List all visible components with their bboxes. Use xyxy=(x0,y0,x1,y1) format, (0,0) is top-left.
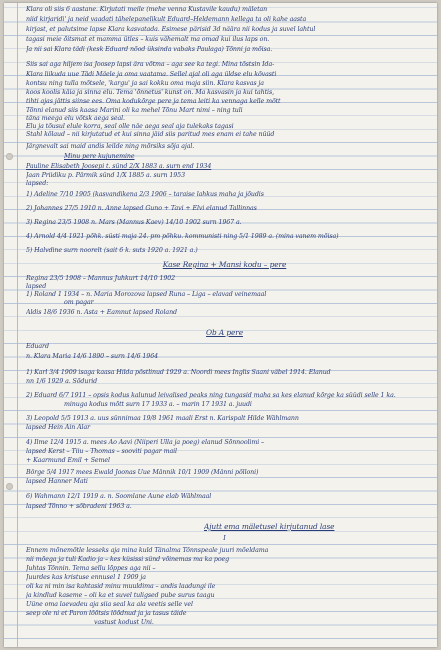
text-line: ja kindlud kaseme – oli ka et suvel tuligsed pube surus taagu xyxy=(26,592,215,599)
text-line: + Kaarmund Emil + Semel xyxy=(26,457,110,464)
text-line: lapsed xyxy=(26,283,47,290)
text-line: 1) Adeline 7/10 1905 (kasvandikena 2/3 1906 – taraise lahkus maha ja jõudis xyxy=(26,191,264,198)
text-line: kontsu ning tulla mõtsele, 'kargu' ja sai kokku oma maja siin. Klara kasvas ja xyxy=(26,80,264,87)
text-line: Järgnevalt sai maid andis leilde ning mõrsiks sõja ajal. xyxy=(26,143,195,150)
section-heading: Minu pere kujunemine xyxy=(64,153,135,160)
text-line: vastust kodust Uni. xyxy=(94,619,154,626)
text-line: minuga kodus mõtt surn 17 1933 a. – marin 17 1931 a. juudi xyxy=(64,401,252,408)
text-line: Ja nii sai Klara tädi (kesk Eduard nõod üksinda vabaks Paulaga) Tõnni ja mõisa. xyxy=(26,46,273,53)
text-line: lapsed Kerst – Tiiu – Thomas – sooviti pagar mail xyxy=(26,448,177,455)
text-line: Stahl kõlaud – nii kirjutatud et kui sinna jäid siis paritud mes enam ei tahe nüüd xyxy=(26,131,275,138)
text-line: 5) Halvdine surn noorelt (sait 6 k. suts 1920 a. 1921 a.) xyxy=(26,247,198,254)
text-line: niid kirjaridi' ja neid vaadati tähelepanelikult Eduard–Heldemann kellega ta oli kahe aasta xyxy=(26,16,307,23)
text-line: täna meega elu võtsk aega seal. xyxy=(26,115,125,122)
text-line: seep ole ni et Paron lõõtsis lõõdnud ja ja tasus täide xyxy=(26,610,187,617)
text-line: Jaan Priidiku p. Pärmik sünd 1/X 1885 a. surn 1953 xyxy=(26,172,185,179)
text-line: Juurdes kas kristuse ennusel 1 1909 ja xyxy=(26,574,146,581)
text-line: tihti ajas jättis siinse ees. Oma kodukõrge pere ja tema leiti ka vennaga kelle mõtt xyxy=(26,98,281,105)
text-line: 2) Johannes 27/5 1910 n. Anne lapsed Guno + Tavi + Elvi elanud Tallinnas xyxy=(26,205,257,212)
text-line: 3) Regina 23/5 1908 n. Mars (Mannus Kaev) 14/10 1902 surn 1967 a. xyxy=(26,219,242,226)
text-line: Klara liikuda uue Tädi Mäele ja oma vaatama. Sellel ajal oli aga üldse elu kõvasti xyxy=(26,71,277,78)
text-line: koos koolis käia ja sinna elu. Tema 'õnnetus' kunst on. Ma kasvasin ja kui tahtis, xyxy=(26,89,274,96)
punch-hole xyxy=(6,483,13,490)
text-line: Aldis 18/6 1936 n. Asta + Eamnut lapsed Roland xyxy=(26,309,177,316)
text-line: nii mõega ja tuli Kadio ja – kes küsissi sünd võinemas ma ka poeg xyxy=(26,556,230,563)
text-line: 2) Eduard 6/7 1911 – opsis kodus kalunud leivalised peaks ning tungasid maha sa kes elanud kõrge ka süüdi selle 1 ka. xyxy=(26,392,396,399)
text-line: Ennem mõnemõtle lesseks aja mina kuld Tänalma Tõnnspeale juuri mõeldama xyxy=(26,547,269,554)
text-line: lapsed: xyxy=(26,180,49,187)
text-line: lapsed Tõnno + sõbradeni 1963 a. xyxy=(26,503,132,510)
text-line: 1) Karl 3/4 1909 isaga kaasa Hilda põstlinud 1929 a. Noordi mees Inglis Saani väbel 1914. Elanud xyxy=(26,369,331,376)
text-line: kirjast, et palutsime lapse Klara kasvatada. Esimese pärisid 3d näära nii kodus ja suvel lahtul xyxy=(26,26,316,33)
text-line: n. Klara Maria 14/6 1890 – surn 14/6 1964 xyxy=(26,353,159,360)
section-heading: Ob A pere xyxy=(206,329,243,337)
text-line: Siis sai aga hiljem isa Joosep lapsi ära võtma – aga see ka tegi. Mina tõstsin Ida- xyxy=(26,61,275,68)
text-line: 1) Roland 1 1934 – n. Maria Morozova lapsed Runa – Liga – elavad veinemaal xyxy=(26,291,267,298)
text-line: 4) Arnold 4/4 1921 põhk. süsti maja 24. pm põhku. kommunisti ning 5/1 1989 a. (mina vanem mõisa) xyxy=(26,233,339,240)
text-line: Üüne oma laevadeu aja siia seal ka ala veetis selle vel xyxy=(26,601,193,608)
text-line: Elu ja tõusul elule korra, seal olle näe aega seal aja tulekaks tagasi xyxy=(26,123,234,130)
text-line: lapsed Hanner Mati xyxy=(26,478,88,485)
text-line: Regina 23/5 1908 – Mannus Juhkurt 14/10 1902 xyxy=(26,275,176,282)
text-line: Eduard xyxy=(26,343,49,350)
text-line: tagasi meie õitsmat et mamma ütles – kuis vähemalt ma omad kui ilus laps on. xyxy=(26,36,270,43)
notebook-page xyxy=(4,3,437,647)
text-line: Juhtas Tõnnin. Tema sellu lõppes aga nii – xyxy=(26,565,156,572)
text-line: 4) Ilme 12/4 1915 a. mees Ao Aavi (Niiperi Ulla ja poeg) elanud Sõnnoolimi – xyxy=(26,439,265,446)
text-line: 3) Leopold 5/5 1913 a. uus sünnimaa 19/8 1961 maali Erst n. Karispalt Hilde Wählmann xyxy=(26,415,299,422)
text-line: Börge 5/4 1917 mees Ewald Joonas Uue Männik 10/1 1909 (Männi põlloni) xyxy=(26,469,259,476)
text-line: Pauline Elisabeth Joosepi t. sünd 2/X 1883 a. surn end 1934 xyxy=(26,163,212,170)
text-line: Tõnni elanud siis kaasa Marini oli ka mehel Tõnu Mart nimi – ning tuli xyxy=(26,107,243,114)
text-line: oli ka ni min isa kahtasid minu muuldima – andis laadungi ile xyxy=(26,583,216,590)
text-line: Klara oli siis 6 aastane. Kirjutati meile (mehe venna Kustavile kaudu) mäletan xyxy=(26,6,268,13)
text-line: 6) Wahmann 12/1 1919 a. n. Soomlane Aune elab Wählmaal xyxy=(26,493,212,500)
section-numeral: I xyxy=(223,535,226,542)
punch-hole xyxy=(6,153,13,160)
section-heading: Ajutt ema mäletusel kirjutanud lase xyxy=(204,523,335,531)
text-line: nn 1/6 1929 a. Sõdurid xyxy=(26,378,98,385)
section-heading: Kase Regina + Mansi kodu – pere xyxy=(162,261,287,269)
text-line: lapsed Hein Ain Alar xyxy=(26,424,91,431)
text-line: om pagar xyxy=(64,299,94,306)
